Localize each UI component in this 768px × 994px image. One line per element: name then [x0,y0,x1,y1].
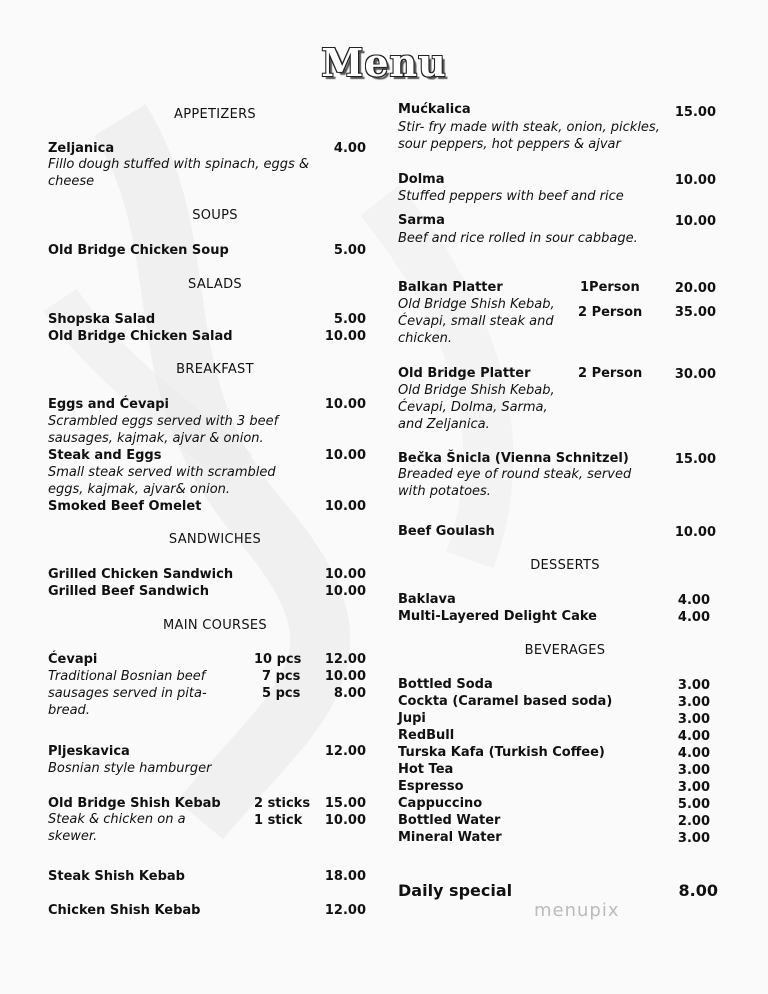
item-balkan-option-1: 1Person [580,280,640,295]
drink-name: Espresso [398,779,464,794]
item-chicken-sandwich-name: Grilled Chicken Sandwich [48,567,234,582]
item-eggs-cevapi-price: 10.00 [324,397,366,412]
drink-name: Turska Kafa (Turkish Coffee) [398,745,605,760]
page-title: Menu [321,40,447,85]
drink-price: 2.00 [677,814,710,829]
item-steak-shish-name: Steak Shish Kebab [48,869,185,884]
item-cevapi-price-1: 12.00 [324,652,366,667]
item-oldbridge-name: Old Bridge Platter [398,366,531,381]
item-cevapi-desc: Traditional Bosnian beef sausages served in pita-bread. [48,669,207,718]
item-chicken-salad-price: 10.00 [324,329,366,344]
drink-price: 4.00 [677,746,710,761]
item-becka-desc: Breaded eye of round steak, served with potatoes. [398,467,632,499]
section-salads: SALADS [188,277,242,292]
item-oldbridge-option-1: 2 Person [578,366,643,381]
drink-name: Mineral Water [398,830,502,845]
item-cevapi-price-3: 8.00 [333,686,366,701]
item-steak-eggs-name: Steak and Eggs [48,448,162,463]
item-beef-sandwich-price: 10.00 [324,584,366,599]
item-oldbridge-desc: Old Bridge Shish Kebab, Ćevapi, Dolma, Sarma, and Zeljanica. [398,383,555,432]
item-shish-option-1: 2 sticks [254,796,311,811]
drink-price: 3.00 [677,695,710,710]
item-goulash-name: Beef Goulash [398,524,495,539]
item-steak-eggs-desc: Small steak served with scrambled eggs, kajmak, ajvar& onion. [48,465,276,497]
section-breakfast: BREAKFAST [176,362,254,377]
item-chicken-salad-name: Old Bridge Chicken Salad [48,329,233,344]
item-cevapi-option-2: 7 pcs [262,669,301,684]
section-soups: SOUPS [192,208,238,223]
drink-name: RedBull [398,728,455,743]
section-beverages: BEVERAGES [524,643,606,658]
item-baklava-price: 4.00 [677,593,710,608]
section-sandwiches: SANDWICHES [168,532,262,547]
item-pljeskavica-name: Pljeskavica [48,744,130,759]
item-eggs-cevapi-name: Eggs and Ćevapi [48,397,169,412]
item-becka-price: 15.00 [674,452,716,467]
item-shish-desc: Steak & chicken on a skewer. [48,812,186,844]
item-chicken-soup-name: Old Bridge Chicken Soup [48,243,229,258]
daily-special-price: 8.00 [678,881,718,900]
item-shish-name: Old Bridge Shish Kebab [48,796,221,811]
item-zeljanica-price: 4.00 [333,141,366,156]
item-zeljanica-name: Zeljanica [48,141,115,156]
item-becka-name: Bečka Šnicla (Vienna Schnitzel) [398,451,629,466]
drink-price: 3.00 [677,763,710,778]
item-sarma-price: 10.00 [674,214,716,229]
item-cake-price: 4.00 [677,610,710,625]
drink-name: Cockta (Caramel based soda) [398,694,613,709]
item-cake-name: Multi-Layered Delight Cake [398,609,597,624]
item-steak-eggs-price: 10.00 [324,448,366,463]
daily-special-name: Daily special [398,881,513,900]
item-chicken-shish-name: Chicken Shish Kebab [48,903,201,918]
item-eggs-cevapi-desc: Scrambled eggs served with 3 beef sausages, kajmak, ajvar & onion. [48,414,279,446]
item-sarma-name: Sarma [398,213,445,228]
item-cevapi-price-2: 10.00 [324,669,366,684]
item-beef-sandwich-name: Grilled Beef Sandwich [48,584,209,599]
drink-name: Hot Tea [398,762,454,777]
drink-price: 3.00 [677,678,710,693]
drink-price: 4.00 [677,729,710,744]
item-balkan-price-2: 35.00 [674,305,716,320]
item-balkan-price-1: 20.00 [674,281,716,296]
drink-price: 3.00 [677,780,710,795]
item-shish-option-2: 1 stick [254,813,303,828]
section-desserts: DESSERTS [530,558,600,573]
item-muckalica-desc: Stir- fry made with steak, onion, pickles, sour peppers, hot peppers & ajvar [398,120,660,152]
item-omelet-name: Smoked Beef Omelet [48,499,202,514]
item-dolma-name: Dolma [398,172,445,187]
item-balkan-name: Balkan Platter [398,280,503,295]
item-pljeskavica-price: 12.00 [324,744,366,759]
drink-name: Jupi [398,711,426,726]
drink-name: Bottled Soda [398,677,493,692]
item-dolma-price: 10.00 [674,173,716,188]
item-cevapi-option-1: 10 pcs [254,652,302,667]
item-balkan-desc: Old Bridge Shish Kebab, Ćevapi, small steak and chicken. [398,297,555,346]
drink-price: 3.00 [677,831,710,846]
item-shish-price-2: 10.00 [324,813,366,828]
item-baklava-name: Baklava [398,592,456,607]
item-muckalica-price: 15.00 [674,105,716,120]
item-cevapi-name: Ćevapi [48,652,98,667]
item-shopska-name: Shopska Salad [48,312,156,327]
item-chicken-shish-price: 12.00 [324,903,366,918]
drink-price: 3.00 [677,712,710,727]
drink-name: Cappuccino [398,796,483,811]
item-chicken-soup-price: 5.00 [333,243,366,258]
item-shish-price-1: 15.00 [324,796,366,811]
item-chicken-sandwich-price: 10.00 [324,567,366,582]
item-dolma-desc: Stuffed peppers with beef and rice [398,189,624,204]
watermark: menupix [534,900,620,921]
item-pljeskavica-desc: Bosnian style hamburger [48,761,212,776]
item-muckalica-name: Mućkalica [398,102,471,117]
item-sarma-desc: Beef and rice rolled in sour cabbage. [398,231,638,246]
drink-price: 5.00 [677,797,710,812]
section-main-courses: MAIN COURSES [163,618,267,633]
item-goulash-price: 10.00 [674,525,716,540]
section-appetizers: APPETIZERS [174,107,256,122]
item-omelet-price: 10.00 [324,499,366,514]
item-steak-shish-price: 18.00 [324,869,366,884]
item-shopska-price: 5.00 [333,312,366,327]
item-zeljanica-desc: Fillo dough stuffed with spinach, eggs & cheese [48,157,310,189]
item-oldbridge-price-1: 30.00 [674,367,716,382]
item-balkan-option-2: 2 Person [578,305,643,320]
item-cevapi-option-3: 5 pcs [262,686,301,701]
drink-name: Bottled Water [398,813,501,828]
